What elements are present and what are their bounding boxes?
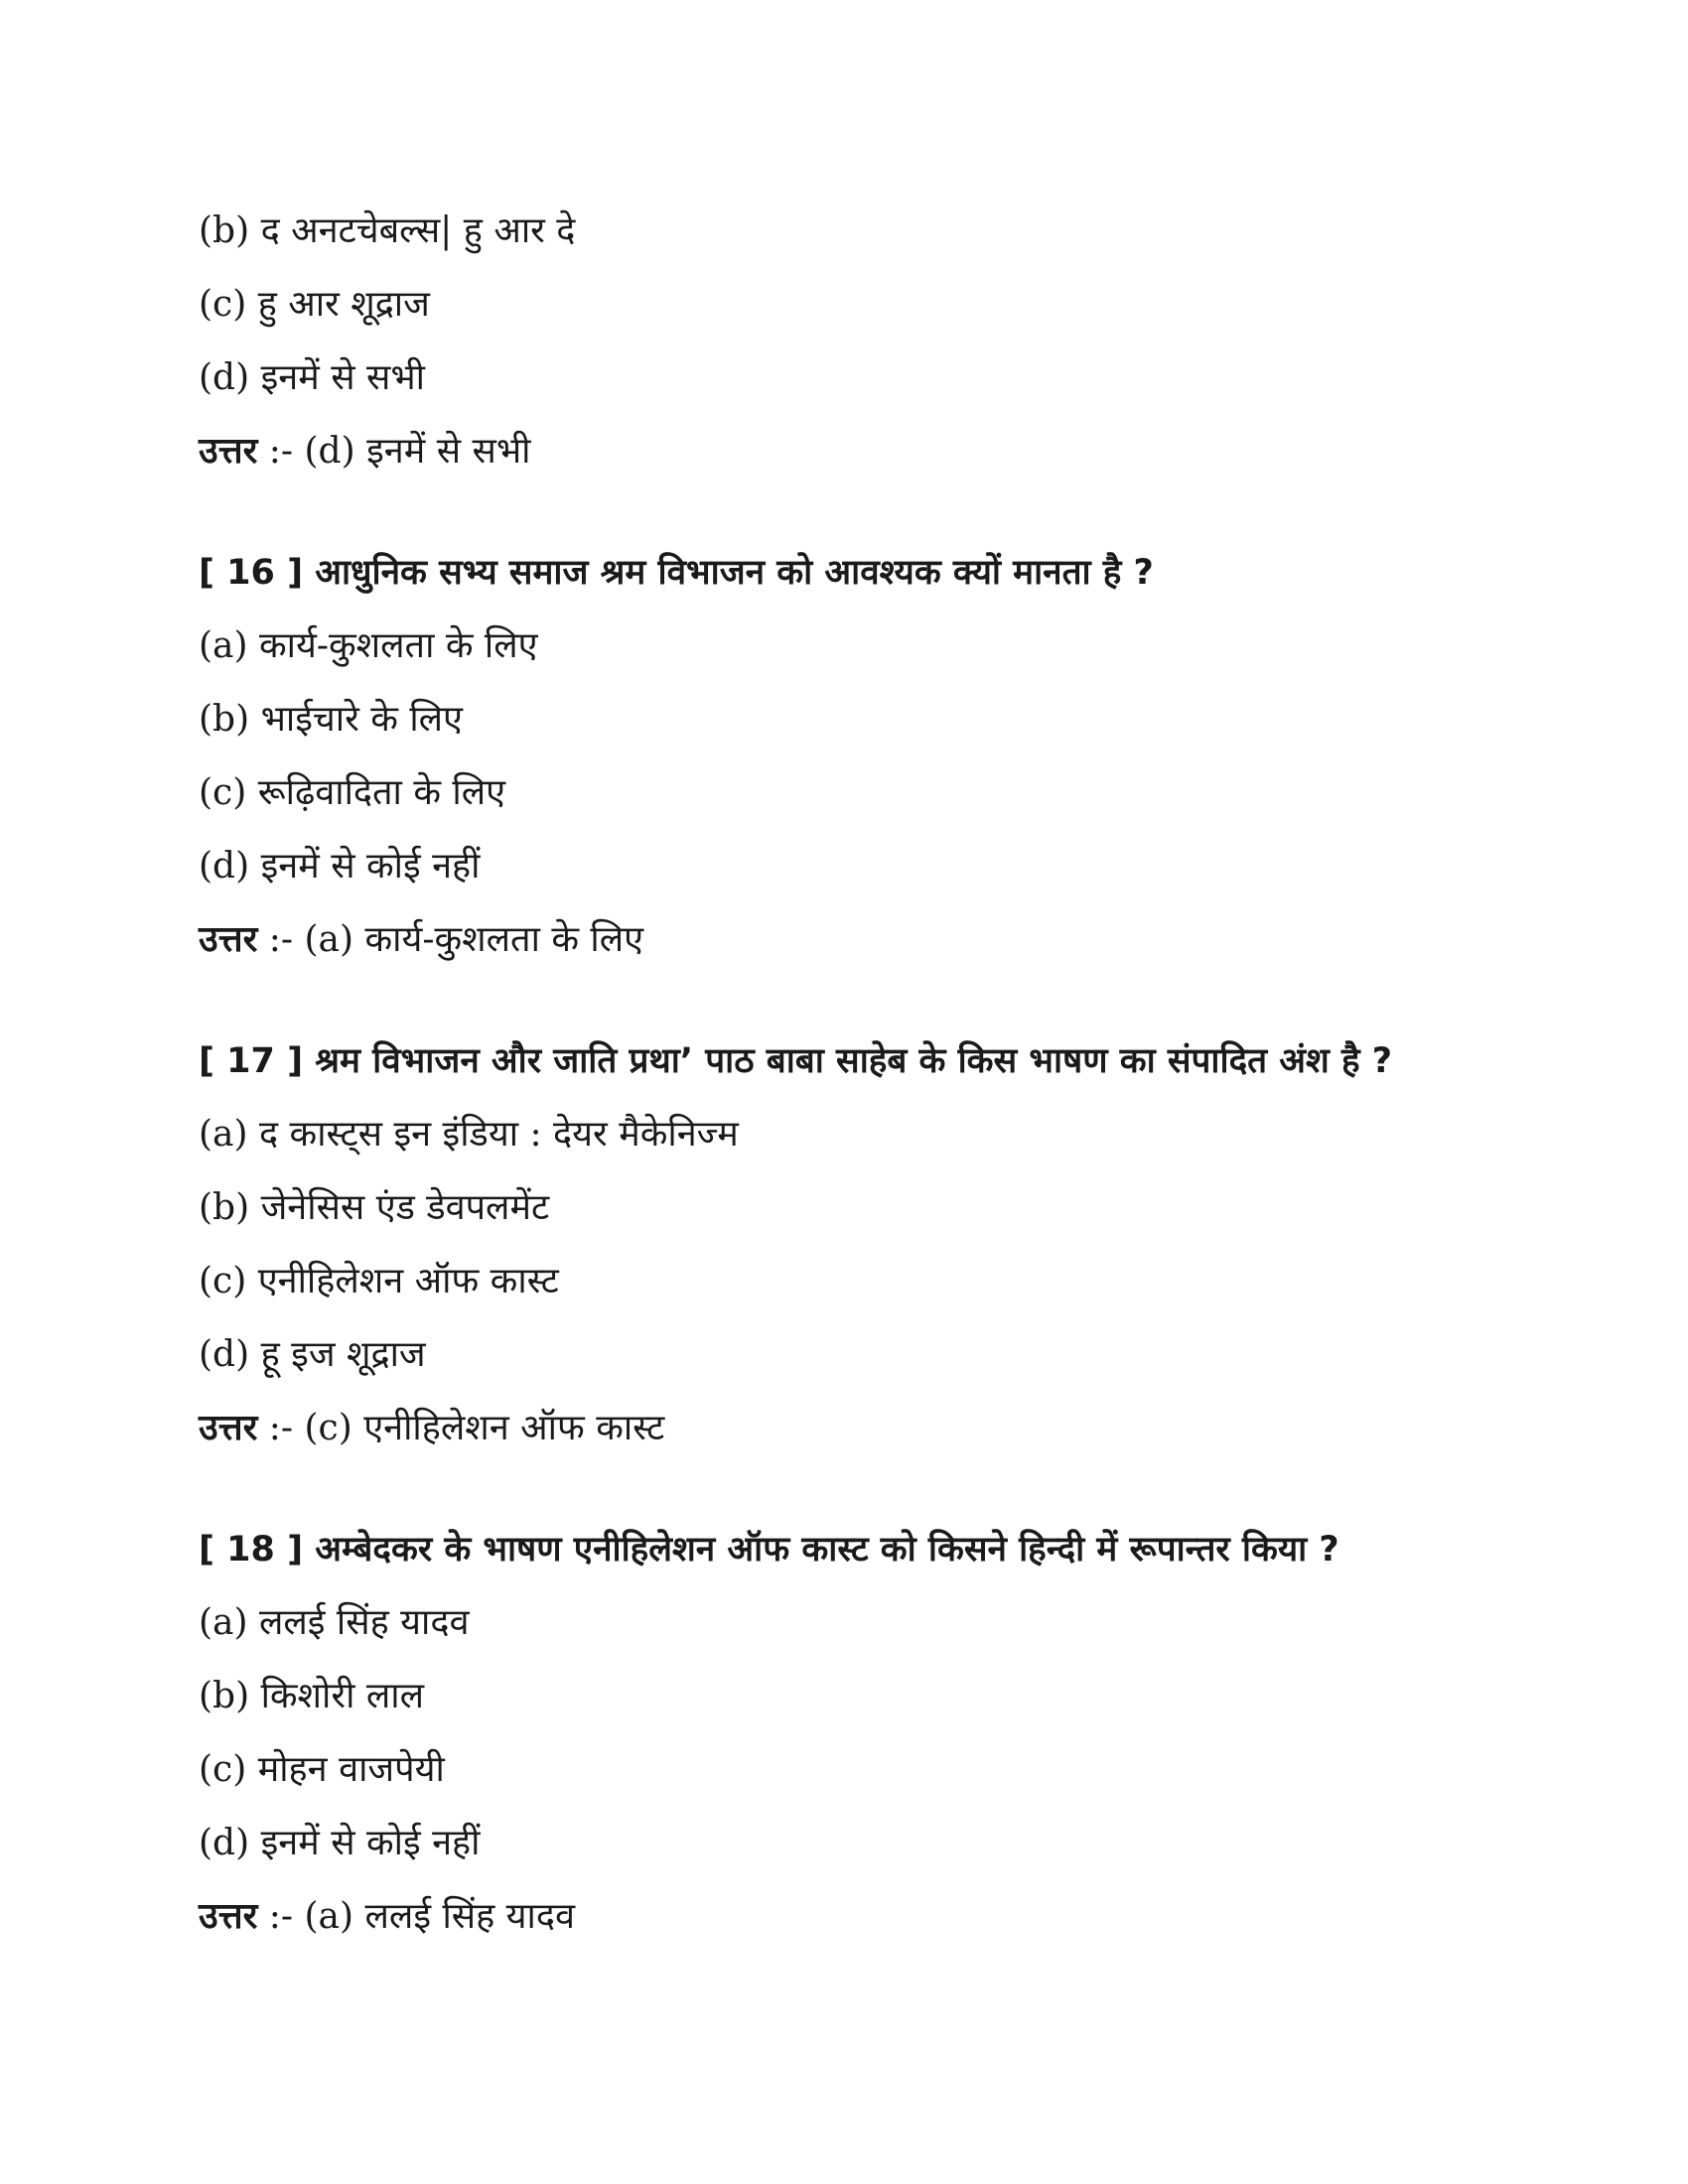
option-c: (c) रूढ़िवादिता के लिए — [199, 772, 506, 813]
option-a: (a) द कास्ट्स इन इंडिया : देयर मैकेनिज्म — [199, 1114, 739, 1155]
option-c: (c) मोहन वाजपेयी — [199, 1749, 445, 1790]
answer-line — [199, 903, 1529, 977]
option-d: (d) हू इज शूद्राज — [199, 1334, 426, 1375]
answer-line — [199, 1880, 1529, 1954]
option-b: (b) जेनेसिस एंड डेवपलमेंट — [199, 1187, 550, 1228]
question-block-16 — [199, 536, 1529, 977]
option-a: (a) कार्य-कुशलता के लिए — [199, 625, 538, 666]
option-a: (a) ललई सिंह यादव — [199, 1602, 470, 1643]
question-block-17 — [199, 1024, 1529, 1465]
question-text: [ 16 ] आधुनिक सभ्य समाज श्रम विभाजन को आवश्यक क्यों मानता है ? — [199, 553, 1154, 593]
option-b: (b) द अनटचेबल्स| हु आर दे — [199, 210, 576, 251]
option-b: (b) किशोरी लाल — [199, 1676, 424, 1716]
option-c: (c) हु आर शूद्राज — [199, 284, 430, 325]
answer-label: उत्तर — [199, 1408, 258, 1448]
question-text: [ 18 ] अम्बेदकर के भाषण एनीहिलेशन ऑफ कास्ट को किसने हिन्दी में रूपान्तर किया ? — [199, 1530, 1339, 1570]
answer-label: उत्तर — [199, 919, 258, 960]
option-d: (d) इनमें से कोई नहीं — [199, 1823, 481, 1863]
option-d: (d) इनमें से सभी — [199, 357, 425, 398]
document-page — [199, 195, 1529, 1954]
option-c: (c) एनीहिलेशन ऑफ कास्ट — [199, 1261, 559, 1301]
answer-text: :- (d) इनमें से सभी — [257, 431, 531, 472]
answer-text: :- (c) एनीहिलेशन ऑफ कास्ट — [257, 1408, 665, 1448]
answer-label: उत्तर — [199, 1896, 258, 1937]
option-b: (b) भाईचारे के लिए — [199, 699, 463, 740]
question-text: [ 17 ] श्रम विभाजन और जाति प्रथा’ पाठ बाबा साहेब के किस भाषण का संपादित अंश है ? — [199, 1041, 1393, 1081]
answer-line — [199, 1392, 1529, 1465]
answer-label: उत्तर — [199, 431, 258, 472]
option-d: (d) इनमें से कोई नहीं — [199, 846, 481, 887]
continued-question-block — [199, 195, 1529, 488]
answer-text: :- (a) कार्य-कुशलता के लिए — [257, 919, 644, 960]
question-block-18 — [199, 1513, 1529, 1954]
answer-line — [199, 415, 1529, 488]
answer-text: :- (a) ललई सिंह यादव — [257, 1896, 575, 1937]
